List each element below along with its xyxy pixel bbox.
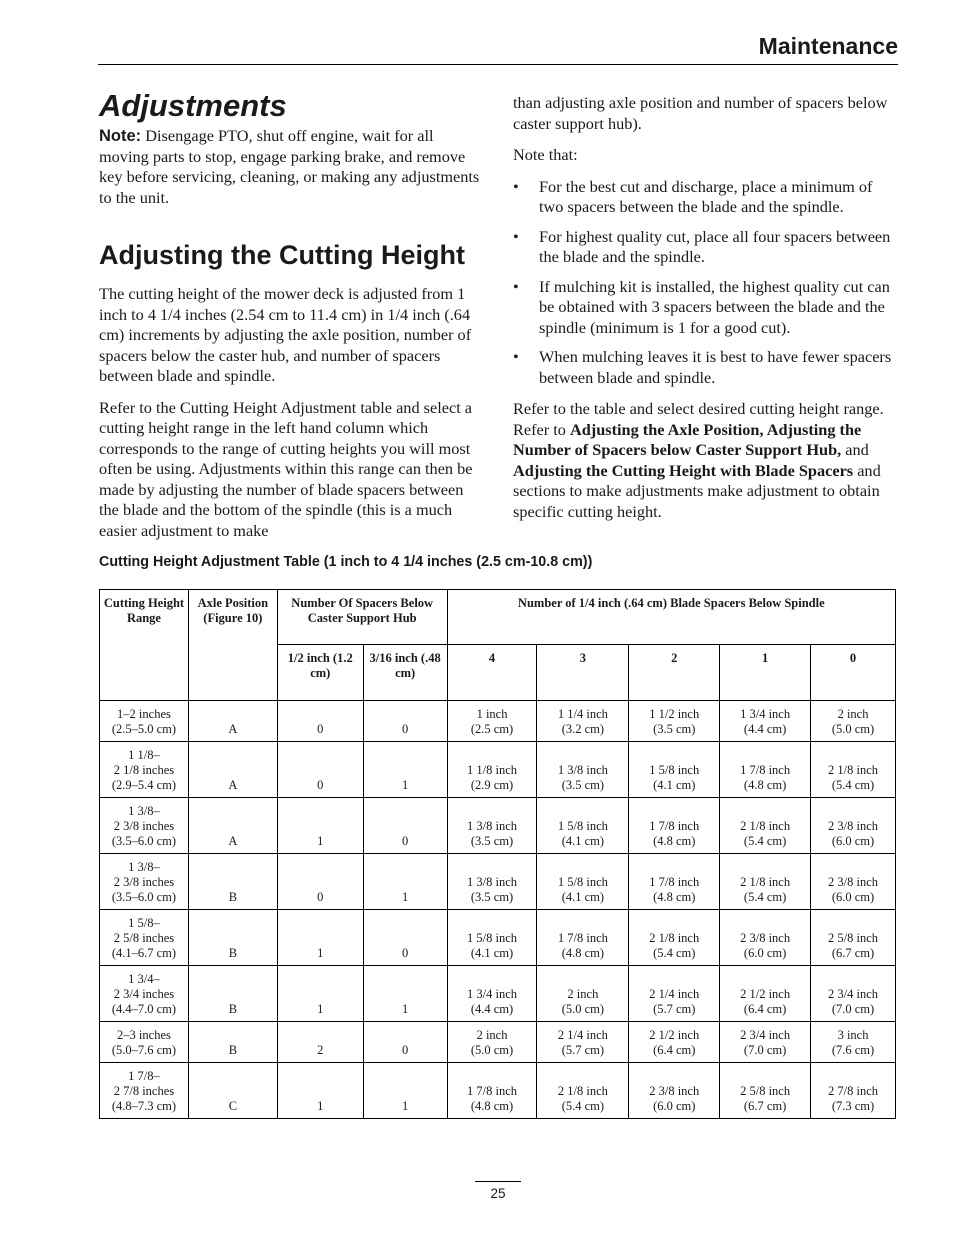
blade-spacer-2-cell: 2 1/8 inch (5.4 cm) — [629, 910, 720, 966]
header-three16-inch: 3/16 inch (.48 cm) — [363, 645, 447, 701]
list-item: • For highest quality cut, place all four spacers between the blade and the spindle. — [513, 226, 891, 266]
three16-inch-spacers-cell: 0 — [363, 910, 447, 966]
blade-spacer-4-cell: 1 7/8 inch (4.8 cm) — [447, 1063, 537, 1119]
list-item: • For the best cut and discharge, place a minimum of two spacers between the blade and the spindle. — [513, 176, 873, 216]
half-inch-spacers-cell: 2 — [277, 1022, 363, 1063]
left-column — [99, 86, 487, 552]
axle-cell: B — [188, 854, 277, 910]
range-cell: 1–2 inches (2.5–5.0 cm) — [100, 701, 189, 742]
blade-spacer-4-cell: 1 3/4 inch (4.4 cm) — [447, 966, 537, 1022]
axle-cell: B — [188, 966, 277, 1022]
blade-spacer-1-cell: 2 5/8 inch (6.7 cm) — [720, 1063, 811, 1119]
blade-spacer-4-cell: 1 3/8 inch (3.5 cm) — [447, 854, 537, 910]
blade-spacer-3-cell: 1 5/8 inch (4.1 cm) — [537, 854, 629, 910]
blade-spacer-2-cell: 1 5/8 inch (4.1 cm) — [629, 742, 720, 798]
blade-spacer-4-cell: 1 1/8 inch (2.9 cm) — [447, 742, 537, 798]
refer-paragraph: Refer to the Cutting Height Adjustment table and select a cutting height range in the left hand column which corresponds to the range of cutting heights you will most often be using. Adjustments within this range can then be made by adjusting the number of blade spacers between the blade and the bottom of the spindle (this is a much easier adjustment to make — [99, 397, 473, 540]
blade-spacer-2-cell: 1 7/8 inch (4.8 cm) — [629, 798, 720, 854]
half-inch-spacers-cell: 1 — [277, 1063, 363, 1119]
table-caption: Cutting Height Adjustment Table (1 inch to 4 1/4 inches (2.5 cm-10.8 cm)) — [99, 554, 593, 570]
blade-spacer-1-cell: 2 3/8 inch (6.0 cm) — [720, 910, 811, 966]
header-rule — [98, 64, 898, 65]
page-number: 25 — [490, 1186, 506, 1201]
blade-spacer-1-cell: 2 1/2 inch (6.4 cm) — [720, 966, 811, 1022]
blade-spacer-0-cell: 2 inch (5.0 cm) — [811, 701, 896, 742]
table-row — [100, 1022, 896, 1063]
section-heading: Adjusting the Cutting Height — [99, 240, 465, 270]
range-cell: 1 7/8– 2 7/8 inches (4.8–7.3 cm) — [100, 1063, 189, 1119]
intro-paragraph: The cutting height of the mower deck is adjusted from 1 inch to 4 1/4 inches (2.54 cm to 11.4 cm) in 1/4 inch (.64 cm) increments by adjusting the axle position, number of spacers below the caster hub, and number of spacers between blade and spindle. — [99, 284, 472, 385]
range-cell: 2–3 inches (5.0–7.6 cm) — [100, 1022, 189, 1063]
note-label: Note: — [99, 127, 142, 145]
cross-reference: Adjusting the Axle Position, Adjusting the Number of Spacers below Caster Support Hub, — [513, 419, 862, 459]
blade-spacer-0-cell: 2 3/4 inch (7.0 cm) — [811, 966, 896, 1022]
three16-inch-spacers-cell: 1 — [363, 1063, 447, 1119]
note-text: Disengage PTO, shut off engine, wait for all moving parts to stop, engage parking brake, and remove key before servicing, cleaning, or making any adjustments to the unit. — [99, 126, 480, 207]
axle-cell: A — [188, 742, 277, 798]
final-paragraph: Refer to the table and select desired cutting height range. Refer to Adjusting the Axle Position, Adjusting the Number of Spacers below Caster Support Hub, and Adjusting the Cutting Height with Blade Spacers and sections to make adjustments make adjustment to obtain specific cutting height. — [513, 399, 884, 521]
blade-spacer-1-cell: 1 7/8 inch (4.8 cm) — [720, 742, 811, 798]
header-blade-2: 2 — [629, 645, 720, 701]
blade-spacer-0-cell: 2 5/8 inch (6.7 cm) — [811, 910, 896, 966]
cross-reference: Adjusting the Cutting Height with Blade Spacers — [513, 460, 854, 480]
header-caster-spacers: Number Of Spacers Below Caster Support Hub — [277, 590, 447, 645]
half-inch-spacers-cell: 0 — [277, 701, 363, 742]
blade-spacer-3-cell: 1 1/4 inch (3.2 cm) — [537, 701, 629, 742]
blade-spacer-0-cell: 3 inch (7.6 cm) — [811, 1022, 896, 1063]
blade-spacer-3-cell: 1 7/8 inch (4.8 cm) — [537, 910, 629, 966]
bullet-icon: • — [513, 347, 519, 366]
range-cell: 1 5/8– 2 5/8 inches (4.1–6.7 cm) — [100, 910, 189, 966]
blade-spacer-2-cell: 2 1/4 inch (5.7 cm) — [629, 966, 720, 1022]
blade-spacer-4-cell: 2 inch (5.0 cm) — [447, 1022, 537, 1063]
list-item: • If mulching kit is installed, the highest quality cut can be obtained with 3 spacers between the blade and the spindle (minimum is 1 for a good cut). — [513, 276, 890, 337]
blade-spacer-3-cell: 2 1/8 inch (5.4 cm) — [537, 1063, 629, 1119]
table-row — [100, 701, 896, 742]
blade-spacer-0-cell: 2 3/8 inch (6.0 cm) — [811, 854, 896, 910]
right-column — [513, 93, 899, 533]
blade-spacer-4-cell: 1 3/8 inch (3.5 cm) — [447, 798, 537, 854]
blade-spacer-1-cell: 2 1/8 inch (5.4 cm) — [720, 854, 811, 910]
blade-spacer-0-cell: 2 3/8 inch (6.0 cm) — [811, 798, 896, 854]
table-row — [100, 1063, 896, 1119]
table-row — [100, 742, 896, 798]
three16-inch-spacers-cell: 0 — [363, 1022, 447, 1063]
half-inch-spacers-cell: 0 — [277, 854, 363, 910]
bullet-icon: • — [513, 276, 519, 296]
three16-inch-spacers-cell: 1 — [363, 966, 447, 1022]
header-axle: Axle Position (Figure 10) — [188, 590, 277, 645]
blade-spacer-1-cell: 2 1/8 inch (5.4 cm) — [720, 798, 811, 854]
page-title: Adjustments — [99, 88, 287, 123]
blade-spacer-2-cell: 1 7/8 inch (4.8 cm) — [629, 854, 720, 910]
axle-cell: C — [188, 1063, 277, 1119]
blade-spacer-0-cell: 2 7/8 inch (7.3 cm) — [811, 1063, 896, 1119]
range-cell: 1 3/8– 2 3/8 inches (3.5–6.0 cm) — [100, 854, 189, 910]
three16-inch-spacers-cell: 1 — [363, 742, 447, 798]
blade-spacer-3-cell: 1 5/8 inch (4.1 cm) — [537, 798, 629, 854]
blade-spacer-2-cell: 1 1/2 inch (3.5 cm) — [629, 701, 720, 742]
header-blade-spacers: Number of 1/4 inch (.64 cm) Blade Spacers Below Spindle — [447, 590, 895, 645]
blade-spacer-3-cell: 1 3/8 inch (3.5 cm) — [537, 742, 629, 798]
table-body — [100, 701, 896, 1119]
bullet-icon: • — [513, 176, 519, 196]
bullet-icon: • — [513, 226, 519, 246]
tips-list — [513, 177, 899, 389]
continued-paragraph: than adjusting axle position and number of spacers below caster support hub). — [513, 93, 888, 133]
blade-spacer-0-cell: 2 1/8 inch (5.4 cm) — [811, 742, 896, 798]
table-row — [100, 910, 896, 966]
range-cell: 1 3/4– 2 3/4 inches (4.4–7.0 cm) — [100, 966, 189, 1022]
range-cell: 1 3/8– 2 3/8 inches (3.5–6.0 cm) — [100, 798, 189, 854]
section-title: Maintenance — [758, 33, 898, 59]
three16-inch-spacers-cell: 0 — [363, 798, 447, 854]
note-that: Note that: — [513, 145, 578, 164]
blade-spacer-4-cell: 1 inch (2.5 cm) — [447, 701, 537, 742]
header-axle-cont — [188, 645, 277, 701]
blade-spacer-4-cell: 1 5/8 inch (4.1 cm) — [447, 910, 537, 966]
axle-cell: B — [188, 910, 277, 966]
header-blade-4: 4 — [447, 645, 537, 701]
blade-spacer-2-cell: 2 3/8 inch (6.0 cm) — [629, 1063, 720, 1119]
half-inch-spacers-cell: 1 — [277, 966, 363, 1022]
blade-spacer-2-cell: 2 1/2 inch (6.4 cm) — [629, 1022, 720, 1063]
page-number-rule — [475, 1181, 521, 1182]
header-blade-3: 3 — [537, 645, 629, 701]
header-range: Cutting Height Range — [100, 590, 189, 645]
blade-spacer-1-cell: 2 3/4 inch (7.0 cm) — [720, 1022, 811, 1063]
blade-spacer-3-cell: 2 1/4 inch (5.7 cm) — [537, 1022, 629, 1063]
half-inch-spacers-cell: 0 — [277, 742, 363, 798]
axle-cell: A — [188, 798, 277, 854]
header-range-cont — [100, 645, 189, 701]
header-blade-0: 0 — [811, 645, 896, 701]
note-paragraph — [99, 126, 487, 208]
axle-cell: B — [188, 1022, 277, 1063]
table-row — [100, 966, 896, 1022]
half-inch-spacers-cell: 1 — [277, 798, 363, 854]
cutting-height-table — [99, 589, 896, 1119]
header-half-inch: 1/2 inch (1.2 cm) — [277, 645, 363, 701]
table-row — [100, 854, 896, 910]
list-item: • When mulching leaves it is best to have fewer spacers between blade and spindle. — [513, 347, 892, 387]
range-cell: 1 1/8– 2 1/8 inches (2.9–5.4 cm) — [100, 742, 189, 798]
three16-inch-spacers-cell: 0 — [363, 701, 447, 742]
header-blade-1: 1 — [720, 645, 811, 701]
axle-cell: A — [188, 701, 277, 742]
table-row — [100, 798, 896, 854]
blade-spacer-1-cell: 1 3/4 inch (4.4 cm) — [720, 701, 811, 742]
three16-inch-spacers-cell: 1 — [363, 854, 447, 910]
half-inch-spacers-cell: 1 — [277, 910, 363, 966]
blade-spacer-3-cell: 2 inch (5.0 cm) — [537, 966, 629, 1022]
